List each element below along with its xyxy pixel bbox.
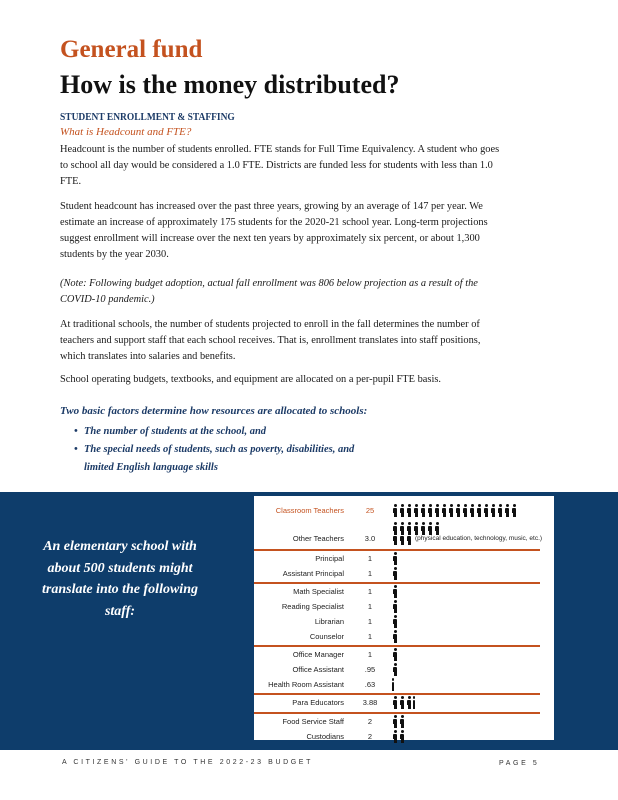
- bullet-icon: •: [74, 426, 78, 437]
- staff-pictogram: [392, 567, 399, 581]
- person-icon: [490, 504, 496, 517]
- person-icon: [448, 504, 454, 517]
- person-icon: [476, 504, 482, 517]
- person-icon: [399, 730, 405, 743]
- staff-pictogram: [392, 552, 399, 566]
- person-icon: [413, 696, 416, 709]
- person-icon: [392, 532, 398, 545]
- person-icon: [399, 532, 405, 545]
- staff-count: 2: [367, 732, 373, 741]
- staff-role: Counselor: [309, 632, 344, 641]
- footer-page-number: PAGE 5: [499, 760, 540, 767]
- staff-divider: [254, 712, 540, 714]
- staff-note: (physical education, technology, music, etc.): [415, 535, 543, 542]
- staff-count: 1: [367, 650, 373, 659]
- person-icon: [441, 504, 447, 517]
- person-icon: [469, 504, 475, 517]
- staff-divider: [254, 549, 540, 551]
- factor-item: [76, 423, 374, 441]
- staff-role: Food Service Staff: [282, 717, 344, 726]
- panel-caption: An elementary school with about 500 students might translate into the following staff:: [42, 539, 198, 619]
- person-icon: [455, 504, 461, 517]
- person-icon: [392, 615, 398, 628]
- person-icon: [406, 532, 412, 545]
- staff-count: .63: [364, 680, 376, 689]
- staff-count: 3.88: [362, 698, 378, 707]
- staff-role: Math Specialist: [293, 587, 344, 596]
- staff-row: [254, 696, 554, 710]
- staff-row: [254, 567, 554, 581]
- staff-row: [254, 600, 554, 614]
- person-icon: [462, 504, 468, 517]
- person-icon: [392, 600, 398, 613]
- person-icon: [392, 696, 398, 709]
- staff-role: Para Educators: [292, 698, 344, 707]
- staff-row: [254, 678, 554, 692]
- staff-count: 1: [367, 632, 373, 641]
- staff-divider: [254, 645, 540, 647]
- staff-count: 1: [367, 554, 373, 563]
- factor-text: The number of students at the school, and: [84, 426, 267, 437]
- person-icon: [406, 504, 412, 517]
- section-heading: STUDENT ENROLLMENT & STAFFING: [60, 111, 235, 123]
- factors-list: [76, 423, 374, 477]
- staff-row: [254, 504, 554, 518]
- factor-item: [76, 441, 374, 477]
- staff-role: Health Room Assistant: [268, 680, 344, 689]
- person-icon: [427, 504, 433, 517]
- staff-role: Classroom Teachers: [275, 506, 344, 515]
- staff-pictogram: [392, 585, 399, 599]
- staff-role: Reading Specialist: [281, 602, 344, 611]
- staff-pictogram: [392, 663, 399, 677]
- staff-count: 2: [367, 717, 373, 726]
- staff-pictogram: [392, 630, 399, 644]
- staff-chart: [254, 496, 554, 740]
- staff-row: [254, 630, 554, 644]
- staff-row: [254, 585, 554, 599]
- staff-count: 1: [367, 617, 373, 626]
- person-icon: [392, 567, 398, 580]
- staff-role: Assistant Principal: [282, 569, 344, 578]
- staff-pictogram: [392, 532, 542, 546]
- staff-pictogram: [392, 715, 406, 729]
- person-icon: [392, 730, 398, 743]
- paragraph-covid-note: (Note: Following budget adoption, actual fall enrollment was 806 below projection as a result of the COVID-10 pandemic.): [60, 278, 478, 305]
- staff-pictogram: [392, 600, 399, 614]
- staff-role: Principal: [315, 554, 344, 563]
- person-icon: [392, 678, 395, 691]
- paragraph-staffing: At traditional schools, the number of students projected to enroll in the fall determines the number of teachers and support staff that each school receives. That is, enrollment translates into staff positions, which translates into salaries and benefits.: [60, 319, 481, 362]
- staff-pictogram: [392, 696, 417, 710]
- person-icon: [392, 585, 398, 598]
- paragraph-headcount: Headcount is the number of students enrolled. FTE stands for Full Time Equivalency. A student who goes to school all day would be considered a 1.0 FTE. Districts are funded less for students with less than 1.0 FTE.: [60, 144, 500, 187]
- staff-count: 1: [367, 569, 373, 578]
- staff-row: [254, 663, 554, 677]
- person-icon: [399, 715, 405, 728]
- staff-count: 1: [367, 602, 373, 611]
- person-icon: [420, 504, 426, 517]
- person-icon: [497, 504, 503, 517]
- factor-text: The special needs of students, such as poverty, disabilities, and limited English language skills: [84, 444, 355, 473]
- staff-role: Office Assistant: [292, 665, 344, 674]
- person-icon: [392, 663, 398, 676]
- person-icon: [504, 504, 510, 517]
- staff-row: [254, 552, 554, 566]
- paragraph-enrollment-growth: Student headcount has increased over the past three years, growing by an average of 147 per year. We estimate an increase of approximately 175 students for the 2020-21 school year. Long-term projections suggest enrollment will increase over the next ten years by approximately six percent, or about 1,300 students by the year 2030.: [60, 201, 488, 260]
- staff-row: [254, 532, 554, 546]
- staff-pictogram: [392, 730, 406, 744]
- staff-count: 3.0: [364, 534, 376, 543]
- person-icon: [434, 504, 440, 517]
- bullet-icon: •: [74, 444, 78, 455]
- staff-divider: [254, 582, 540, 584]
- staff-row: [254, 615, 554, 629]
- staff-pictogram: [392, 615, 399, 629]
- staff-row: [254, 730, 554, 744]
- staff-pictogram: [392, 504, 518, 518]
- person-icon: [392, 552, 398, 565]
- person-icon: [399, 696, 405, 709]
- staff-count: .95: [364, 665, 376, 674]
- person-icon: [511, 504, 517, 517]
- staff-role: Office Manager: [292, 650, 344, 659]
- staff-count: 25: [365, 506, 375, 515]
- person-icon: [483, 504, 489, 517]
- person-icon: [392, 504, 398, 517]
- staff-pictogram: [392, 648, 399, 662]
- person-icon: [392, 630, 398, 643]
- person-icon: [413, 504, 419, 517]
- staff-role: Librarian: [314, 617, 344, 626]
- staff-row: [254, 715, 554, 729]
- section-subheading: What is Headcount and FTE?: [60, 126, 192, 138]
- person-icon: [392, 648, 398, 661]
- paragraph-budgets: School operating budgets, textbooks, and equipment are allocated on a per-pupil FTE basis.: [60, 374, 441, 385]
- staff-row: [254, 648, 554, 662]
- person-icon: [406, 696, 412, 709]
- staff-count: 1: [367, 587, 373, 596]
- page-title: How is the money distributed?: [60, 70, 400, 99]
- staff-role: Other Teachers: [292, 534, 344, 543]
- staff-role: Custodians: [306, 732, 344, 741]
- staff-divider: [254, 693, 540, 695]
- kicker-title: General fund: [60, 36, 203, 63]
- person-icon: [399, 504, 405, 517]
- staff-pictogram: [392, 678, 396, 692]
- person-icon: [392, 715, 398, 728]
- factors-title: Two basic factors determine how resources are allocated to schools:: [60, 405, 368, 417]
- footer-guide-title: A CITIZENS' GUIDE TO THE 2022-23 BUDGET: [62, 759, 313, 766]
